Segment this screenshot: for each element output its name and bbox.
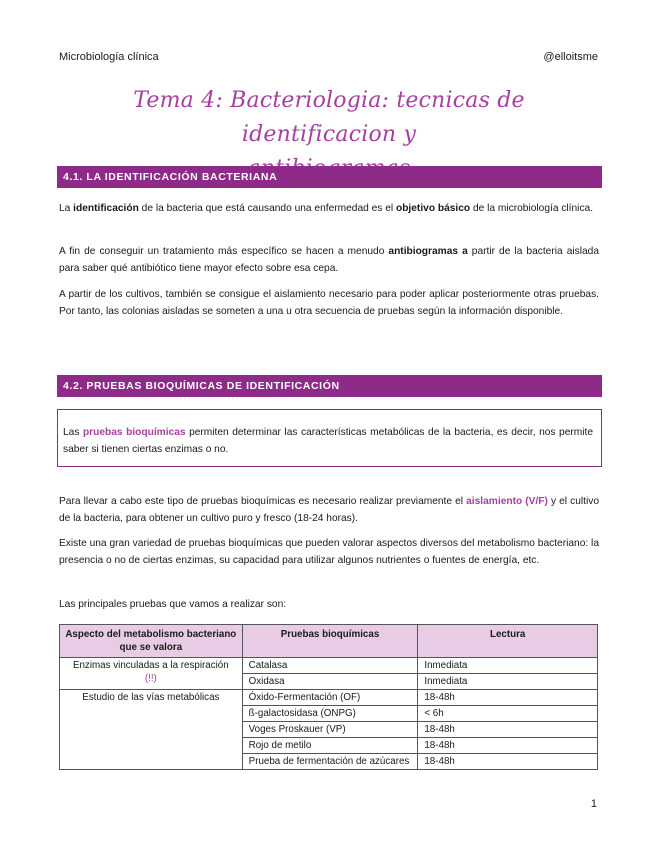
reading-cell: 18-48h	[418, 754, 598, 770]
bold-term-identificacion: identificación	[73, 203, 139, 214]
section-heading-4-1: 4.1. LA IDENTIFICACIÓN BACTERIANA	[57, 166, 602, 188]
biochemical-tests-table	[59, 624, 598, 770]
callout-box	[57, 409, 602, 467]
paragraph-antibiogramas	[59, 243, 599, 277]
table-row	[60, 658, 598, 674]
paragraph-identificacion	[59, 200, 599, 217]
text-run: de la bacteria que está causando una enfermedad es el	[138, 203, 396, 214]
column-header-pruebas: Pruebas bioquímicas	[242, 625, 418, 658]
table-header-row	[60, 625, 598, 658]
test-cell: Óxido-Fermentación (OF)	[242, 690, 418, 706]
text-run: Para llevar a cabo este tipo de pruebas bioquímicas es necesario realizar previamente el	[59, 496, 467, 507]
text-run: partir de la bacteria aislada para saber qué antibiótico tiene mayor efecto sobre esa cepa.	[59, 246, 599, 274]
paragraph-principales: Las principales pruebas que vamos a realizar son:	[59, 599, 287, 610]
group-vias-metabolicas: Estudio de las vías metabólicas	[60, 690, 243, 770]
column-header-lectura: Lectura	[418, 625, 598, 658]
group-respiracion	[60, 658, 243, 690]
reading-cell: 18-48h	[418, 690, 598, 706]
text-run: permiten determinar las características metabólicas de la bacteria, es decir, nos permite saber si tienen ciertas enzimas o no.	[63, 427, 593, 455]
test-cell: Rojo de metilo	[242, 738, 418, 754]
table-row	[60, 690, 598, 706]
text-run: de la microbiología clínica.	[470, 203, 594, 214]
text-run: La	[59, 203, 74, 214]
title-line-1: Tema 4: Bacteriologia: tecnicas de identificacion y	[133, 88, 525, 147]
important-mark: (!!)	[144, 673, 157, 684]
test-cell: Oxidasa	[242, 674, 418, 690]
group-label: Enzimas vinculadas a la respiración	[72, 660, 229, 671]
paragraph-variedad: Existe una gran variedad de pruebas bioquímicas que pueden valorar aspectos diversos del metabolismo bacteriano: la presencia o no de ciertas enzimas, su capacidad para utilizar algunos nutrientes o fuentes de energía, etc.	[59, 538, 599, 566]
reading-cell: Inmediata	[418, 658, 598, 674]
paragraph-aislamiento	[59, 493, 599, 527]
highlight-pruebas-bioquimicas: pruebas bioquímicas	[82, 427, 186, 438]
test-cell: Prueba de fermentación de azúcares	[242, 754, 418, 770]
reading-cell: 18-48h	[418, 722, 598, 738]
bold-term-antibiogramas: antibiogramas a	[388, 246, 468, 257]
section-heading-4-2: 4.2. PRUEBAS BIOQUÍMICAS DE IDENTIFICACIÓN	[57, 375, 602, 397]
highlight-aislamiento: aislamiento (V/F)	[466, 496, 548, 507]
header-author: @elloitsme	[543, 51, 598, 63]
text-run: A fin de conseguir un tratamiento más específico se hacen a menudo	[59, 246, 389, 257]
page-number: 1	[590, 798, 597, 810]
column-header-aspecto: Aspecto del metabolismo bacteriano que se valora	[60, 625, 243, 658]
callout-text	[63, 424, 593, 458]
test-cell: Catalasa	[242, 658, 418, 674]
text-run: Las	[63, 427, 83, 438]
text-run: y el cultivo de la bacteria, para obtener un cultivo puro y fresco (18-24 horas).	[59, 496, 600, 524]
header-subject: Microbiología clínica	[59, 51, 159, 63]
reading-cell: Inmediata	[418, 674, 598, 690]
test-cell: Voges Proskauer (VP)	[242, 722, 418, 738]
reading-cell: < 6h	[418, 706, 598, 722]
reading-cell: 18-48h	[418, 738, 598, 754]
paragraph-cultivos: A partir de los cultivos, también se consigue el aislamiento necesario para poder aplicar posteriormente otras pruebas. Por tanto, las colonias aisladas se someten a una u otra secuencia de pruebas según la información disponible.	[59, 289, 599, 317]
test-cell: ß-galactosidasa (ONPG)	[242, 706, 418, 722]
bold-term-objetivo: objetivo básico	[395, 203, 471, 214]
